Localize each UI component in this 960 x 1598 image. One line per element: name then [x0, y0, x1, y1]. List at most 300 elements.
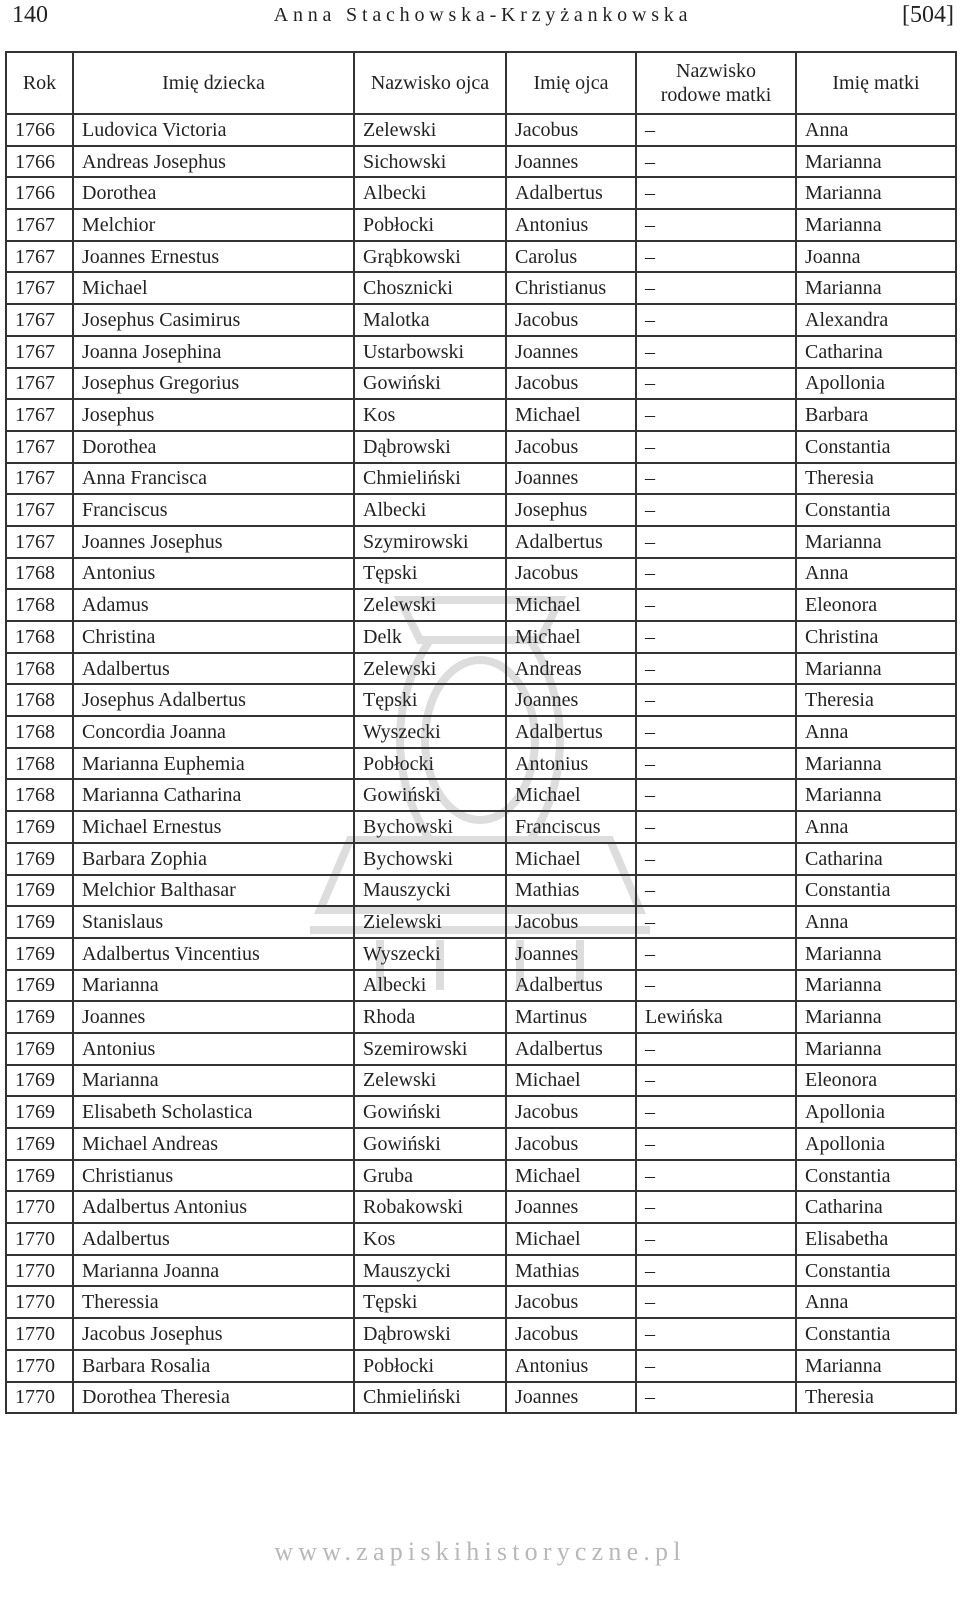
- table-row: [6, 1350, 956, 1382]
- cell-child-name: Dorothea Theresia: [73, 1382, 354, 1414]
- cell-mother-name: Anna: [796, 114, 956, 146]
- cell-father-name: Jacobus: [506, 906, 636, 938]
- cell-child-name: Josephus Casimirus: [73, 304, 354, 336]
- cell-mother-maiden-name: –: [636, 1128, 796, 1160]
- cell-father-name: Michael: [506, 1223, 636, 1255]
- table-row: [6, 621, 956, 653]
- cell-year: 1769: [6, 811, 73, 843]
- cell-child-name: Marianna Catharina: [73, 779, 354, 811]
- cell-father-surname: Mauszycki: [354, 875, 506, 907]
- cell-mother-name: Theresia: [796, 684, 956, 716]
- table-row: [6, 304, 956, 336]
- table-row: [6, 336, 956, 368]
- cell-father-surname: Delk: [354, 621, 506, 653]
- cell-father-surname: Gowiński: [354, 1128, 506, 1160]
- cell-father-name: Jacobus: [506, 1096, 636, 1128]
- cell-year: 1767: [6, 399, 73, 431]
- table-row: [6, 843, 956, 875]
- cell-father-surname: Szymirowski: [354, 526, 506, 558]
- cell-father-surname: Gruba: [354, 1160, 506, 1192]
- cell-father-surname: Szemirowski: [354, 1033, 506, 1065]
- cell-year: 1769: [6, 1128, 73, 1160]
- cell-mother-maiden-name: –: [636, 146, 796, 178]
- table-row: [6, 748, 956, 780]
- cell-mother-name: Marianna: [796, 526, 956, 558]
- cell-child-name: Melchior: [73, 209, 354, 241]
- table-row: [6, 431, 956, 463]
- cell-mother-name: Constantia: [796, 1318, 956, 1350]
- cell-mother-name: Catharina: [796, 843, 956, 875]
- cell-father-surname: Zelewski: [354, 114, 506, 146]
- cell-mother-maiden-name: –: [636, 114, 796, 146]
- cell-mother-name: Marianna: [796, 1033, 956, 1065]
- cell-father-name: Martinus: [506, 1001, 636, 1033]
- table-row: [6, 209, 956, 241]
- cell-mother-maiden-name: –: [636, 1223, 796, 1255]
- cell-year: 1769: [6, 843, 73, 875]
- cell-year: 1770: [6, 1286, 73, 1318]
- column-header-father-name: Imię ojca: [506, 52, 636, 114]
- cell-father-name: Mathias: [506, 1255, 636, 1287]
- cell-father-name: Joannes: [506, 1382, 636, 1414]
- cell-child-name: Josephus Gregorius: [73, 368, 354, 400]
- cell-father-name: Adalbertus: [506, 526, 636, 558]
- table-row: [6, 146, 956, 178]
- cell-father-name: Jacobus: [506, 368, 636, 400]
- cell-father-surname: Gowiński: [354, 779, 506, 811]
- cell-mother-name: Catharina: [796, 1191, 956, 1223]
- cell-mother-maiden-name: –: [636, 1382, 796, 1414]
- cell-mother-name: Anna: [796, 716, 956, 748]
- cell-mother-maiden-name: –: [636, 1318, 796, 1350]
- cell-mother-name: Marianna: [796, 146, 956, 178]
- cell-mother-maiden-name: –: [636, 1033, 796, 1065]
- cell-year: 1769: [6, 1001, 73, 1033]
- cell-father-surname: Malotka: [354, 304, 506, 336]
- cell-mother-name: Marianna: [796, 1350, 956, 1382]
- cell-mother-name: Anna: [796, 1286, 956, 1318]
- table-row: [6, 970, 956, 1002]
- cell-mother-name: Anna: [796, 906, 956, 938]
- cell-year: 1769: [6, 1033, 73, 1065]
- cell-mother-maiden-name: –: [636, 748, 796, 780]
- cell-child-name: Marianna Joanna: [73, 1255, 354, 1287]
- cell-father-name: Adalbertus: [506, 177, 636, 209]
- cell-father-surname: Tępski: [354, 558, 506, 590]
- cell-year: 1768: [6, 779, 73, 811]
- table-row: [6, 1001, 956, 1033]
- table-row: [6, 1382, 956, 1414]
- cell-year: 1767: [6, 241, 73, 273]
- cell-year: 1770: [6, 1191, 73, 1223]
- cell-father-surname: Zelewski: [354, 653, 506, 685]
- cell-mother-name: Theresia: [796, 1382, 956, 1414]
- cell-mother-name: Apollonia: [796, 1128, 956, 1160]
- cell-father-name: Joannes: [506, 684, 636, 716]
- cell-child-name: Michael: [73, 272, 354, 304]
- cell-mother-maiden-name: –: [636, 779, 796, 811]
- table-row: [6, 399, 956, 431]
- table-row: [6, 1255, 956, 1287]
- cell-year: 1768: [6, 748, 73, 780]
- table-row: [6, 1191, 956, 1223]
- cell-father-surname: Grąbkowski: [354, 241, 506, 273]
- cell-mother-name: Marianna: [796, 970, 956, 1002]
- cell-father-surname: Ustarbowski: [354, 336, 506, 368]
- cell-father-name: Jacobus: [506, 304, 636, 336]
- cell-father-name: Antonius: [506, 748, 636, 780]
- cell-year: 1767: [6, 272, 73, 304]
- cell-father-name: Joannes: [506, 336, 636, 368]
- cell-father-surname: Chmieliński: [354, 463, 506, 495]
- cell-year: 1770: [6, 1223, 73, 1255]
- column-header-father-surname: Nazwisko ojca: [354, 52, 506, 114]
- table-row: [6, 526, 956, 558]
- cell-year: 1770: [6, 1382, 73, 1414]
- cell-child-name: Adalbertus Antonius: [73, 1191, 354, 1223]
- cell-father-surname: Tępski: [354, 684, 506, 716]
- section-number: [504]: [902, 2, 954, 28]
- cell-child-name: Christina: [73, 621, 354, 653]
- cell-father-surname: Robakowski: [354, 1191, 506, 1223]
- cell-father-name: Michael: [506, 621, 636, 653]
- cell-father-surname: Kos: [354, 1223, 506, 1255]
- cell-child-name: Adalbertus: [73, 653, 354, 685]
- cell-father-name: Jacobus: [506, 114, 636, 146]
- table-row: [6, 463, 956, 495]
- cell-mother-maiden-name: –: [636, 1350, 796, 1382]
- cell-child-name: Michael Andreas: [73, 1128, 354, 1160]
- cell-year: 1770: [6, 1350, 73, 1382]
- cell-child-name: Adalbertus Vincentius: [73, 938, 354, 970]
- cell-child-name: Marianna Euphemia: [73, 748, 354, 780]
- cell-father-name: Antonius: [506, 209, 636, 241]
- cell-father-surname: Zelewski: [354, 1065, 506, 1097]
- cell-child-name: Adalbertus: [73, 1223, 354, 1255]
- table-row: [6, 241, 956, 273]
- cell-father-surname: Albecki: [354, 177, 506, 209]
- cell-father-name: Jacobus: [506, 558, 636, 590]
- cell-year: 1770: [6, 1255, 73, 1287]
- cell-year: 1767: [6, 494, 73, 526]
- cell-child-name: Joannes Josephus: [73, 526, 354, 558]
- cell-child-name: Josephus Adalbertus: [73, 684, 354, 716]
- cell-mother-name: Marianna: [796, 779, 956, 811]
- cell-father-surname: Kos: [354, 399, 506, 431]
- cell-mother-name: Joanna: [796, 241, 956, 273]
- cell-year: 1768: [6, 558, 73, 590]
- table-row: [6, 177, 956, 209]
- page-number: 140: [12, 2, 48, 28]
- cell-mother-name: Apollonia: [796, 1096, 956, 1128]
- cell-year: 1769: [6, 1065, 73, 1097]
- cell-year: 1769: [6, 970, 73, 1002]
- cell-mother-name: Apollonia: [796, 368, 956, 400]
- cell-child-name: Franciscus: [73, 494, 354, 526]
- cell-mother-maiden-name: –: [636, 336, 796, 368]
- cell-year: 1769: [6, 875, 73, 907]
- table-row: [6, 1128, 956, 1160]
- cell-mother-name: Marianna: [796, 177, 956, 209]
- cell-mother-name: Catharina: [796, 336, 956, 368]
- cell-child-name: Melchior Balthasar: [73, 875, 354, 907]
- cell-mother-maiden-name: –: [636, 399, 796, 431]
- cell-mother-maiden-name: –: [636, 463, 796, 495]
- cell-father-surname: Dąbrowski: [354, 431, 506, 463]
- cell-father-surname: Albecki: [354, 494, 506, 526]
- table-row: [6, 875, 956, 907]
- cell-father-surname: Mauszycki: [354, 1255, 506, 1287]
- cell-father-surname: Gowiński: [354, 368, 506, 400]
- cell-child-name: Theressia: [73, 1286, 354, 1318]
- cell-father-name: Adalbertus: [506, 716, 636, 748]
- cell-father-surname: Pobłocki: [354, 1350, 506, 1382]
- cell-mother-maiden-name: –: [636, 304, 796, 336]
- table-row: [6, 811, 956, 843]
- cell-father-name: Joannes: [506, 146, 636, 178]
- cell-father-name: Jacobus: [506, 1286, 636, 1318]
- cell-child-name: Michael Ernestus: [73, 811, 354, 843]
- cell-child-name: Joanna Josephina: [73, 336, 354, 368]
- column-header-mother-name: Imię matki: [796, 52, 956, 114]
- cell-mother-name: Eleonora: [796, 589, 956, 621]
- cell-mother-maiden-name: –: [636, 970, 796, 1002]
- cell-mother-maiden-name: –: [636, 1065, 796, 1097]
- cell-mother-name: Marianna: [796, 1001, 956, 1033]
- baptism-register-table: [5, 51, 957, 1414]
- cell-mother-maiden-name: –: [636, 589, 796, 621]
- cell-father-name: Josephus: [506, 494, 636, 526]
- table-row: [6, 494, 956, 526]
- cell-father-name: Michael: [506, 843, 636, 875]
- cell-year: 1767: [6, 463, 73, 495]
- cell-year: 1767: [6, 526, 73, 558]
- cell-child-name: Antonius: [73, 1033, 354, 1065]
- cell-father-name: Adalbertus: [506, 970, 636, 1002]
- cell-mother-name: Constantia: [796, 494, 956, 526]
- cell-mother-name: Marianna: [796, 272, 956, 304]
- cell-year: 1768: [6, 716, 73, 748]
- cell-child-name: Joannes: [73, 1001, 354, 1033]
- cell-mother-name: Marianna: [796, 209, 956, 241]
- table-row: [6, 684, 956, 716]
- cell-mother-maiden-name: –: [636, 906, 796, 938]
- cell-mother-maiden-name: –: [636, 272, 796, 304]
- cell-mother-maiden-name: –: [636, 558, 796, 590]
- cell-mother-name: Eleonora: [796, 1065, 956, 1097]
- cell-father-name: Andreas: [506, 653, 636, 685]
- cell-father-name: Carolus: [506, 241, 636, 273]
- cell-father-name: Michael: [506, 399, 636, 431]
- cell-mother-name: Marianna: [796, 938, 956, 970]
- cell-child-name: Dorothea: [73, 177, 354, 209]
- table-row: [6, 1318, 956, 1350]
- cell-child-name: Dorothea: [73, 431, 354, 463]
- table-row: [6, 114, 956, 146]
- cell-father-surname: Chosznicki: [354, 272, 506, 304]
- cell-year: 1767: [6, 209, 73, 241]
- cell-mother-maiden-name: –: [636, 526, 796, 558]
- cell-child-name: Adamus: [73, 589, 354, 621]
- table-row: [6, 1223, 956, 1255]
- cell-child-name: Antonius: [73, 558, 354, 590]
- cell-year: 1767: [6, 431, 73, 463]
- cell-year: 1769: [6, 906, 73, 938]
- table-row: [6, 1033, 956, 1065]
- cell-mother-name: Elisabetha: [796, 1223, 956, 1255]
- table-row: [6, 716, 956, 748]
- cell-father-name: Michael: [506, 589, 636, 621]
- cell-father-surname: Chmieliński: [354, 1382, 506, 1414]
- cell-mother-maiden-name: –: [636, 1255, 796, 1287]
- cell-year: 1768: [6, 684, 73, 716]
- cell-mother-name: Constantia: [796, 1255, 956, 1287]
- running-title: Anna Stachowska-Krzyżankowska: [273, 4, 693, 26]
- table-row: [6, 368, 956, 400]
- cell-mother-name: Marianna: [796, 748, 956, 780]
- cell-father-name: Jacobus: [506, 431, 636, 463]
- cell-father-name: Michael: [506, 779, 636, 811]
- table-row: [6, 938, 956, 970]
- cell-mother-maiden-name: –: [636, 843, 796, 875]
- cell-father-name: Michael: [506, 1065, 636, 1097]
- cell-child-name: Barbara Zophia: [73, 843, 354, 875]
- cell-mother-maiden-name: –: [636, 938, 796, 970]
- table-row: [6, 1065, 956, 1097]
- cell-year: 1768: [6, 653, 73, 685]
- cell-mother-maiden-name: –: [636, 684, 796, 716]
- cell-year: 1767: [6, 368, 73, 400]
- cell-father-surname: Zelewski: [354, 589, 506, 621]
- cell-father-name: Antonius: [506, 1350, 636, 1382]
- cell-mother-maiden-name: –: [636, 368, 796, 400]
- cell-year: 1769: [6, 1096, 73, 1128]
- cell-mother-maiden-name: –: [636, 209, 796, 241]
- cell-father-surname: Dąbrowski: [354, 1318, 506, 1350]
- page-header: [12, 0, 954, 30]
- cell-mother-name: Theresia: [796, 463, 956, 495]
- cell-year: 1766: [6, 146, 73, 178]
- cell-child-name: Stanislaus: [73, 906, 354, 938]
- table-header-row: [6, 52, 956, 114]
- table-row: [6, 779, 956, 811]
- cell-father-surname: Bychowski: [354, 843, 506, 875]
- cell-mother-name: Constantia: [796, 875, 956, 907]
- cell-mother-name: Barbara: [796, 399, 956, 431]
- cell-father-name: Christianus: [506, 272, 636, 304]
- cell-father-surname: Sichowski: [354, 146, 506, 178]
- cell-father-surname: Pobłocki: [354, 748, 506, 780]
- cell-mother-maiden-name: –: [636, 177, 796, 209]
- cell-mother-name: Alexandra: [796, 304, 956, 336]
- table-row: [6, 1286, 956, 1318]
- cell-child-name: Ludovica Victoria: [73, 114, 354, 146]
- cell-year: 1768: [6, 621, 73, 653]
- cell-father-name: Joannes: [506, 1191, 636, 1223]
- cell-father-surname: Zielewski: [354, 906, 506, 938]
- cell-child-name: Jacobus Josephus: [73, 1318, 354, 1350]
- cell-father-surname: Bychowski: [354, 811, 506, 843]
- cell-year: 1766: [6, 114, 73, 146]
- cell-father-name: Jacobus: [506, 1128, 636, 1160]
- cell-year: 1768: [6, 589, 73, 621]
- cell-child-name: Marianna: [73, 1065, 354, 1097]
- cell-mother-maiden-name: –: [636, 1160, 796, 1192]
- cell-father-name: Joannes: [506, 463, 636, 495]
- column-header-mother-maiden-name: Nazwisko rodowe matki: [636, 52, 796, 114]
- table-row: [6, 272, 956, 304]
- cell-mother-maiden-name: –: [636, 875, 796, 907]
- cell-father-name: Franciscus: [506, 811, 636, 843]
- cell-mother-name: Anna: [796, 811, 956, 843]
- cell-child-name: Elisabeth Scholastica: [73, 1096, 354, 1128]
- cell-father-surname: Wyszecki: [354, 938, 506, 970]
- cell-father-name: Michael: [506, 1160, 636, 1192]
- cell-child-name: Josephus: [73, 399, 354, 431]
- cell-year: 1767: [6, 304, 73, 336]
- cell-child-name: Barbara Rosalia: [73, 1350, 354, 1382]
- cell-father-surname: Rhoda: [354, 1001, 506, 1033]
- cell-father-name: Mathias: [506, 875, 636, 907]
- cell-father-surname: Wyszecki: [354, 716, 506, 748]
- cell-mother-maiden-name: –: [636, 1096, 796, 1128]
- cell-father-name: Adalbertus: [506, 1033, 636, 1065]
- cell-year: 1766: [6, 177, 73, 209]
- cell-father-name: Joannes: [506, 938, 636, 970]
- table-row: [6, 558, 956, 590]
- cell-mother-name: Constantia: [796, 431, 956, 463]
- cell-father-surname: Gowiński: [354, 1096, 506, 1128]
- cell-mother-maiden-name: –: [636, 811, 796, 843]
- cell-child-name: Andreas Josephus: [73, 146, 354, 178]
- cell-child-name: Christianus: [73, 1160, 354, 1192]
- cell-mother-maiden-name: –: [636, 621, 796, 653]
- cell-child-name: Concordia Joanna: [73, 716, 354, 748]
- table-row: [6, 653, 956, 685]
- cell-child-name: Anna Francisca: [73, 463, 354, 495]
- cell-child-name: Marianna: [73, 970, 354, 1002]
- cell-year: 1769: [6, 1160, 73, 1192]
- footer-website: www.zapiskihistoryczne.pl: [274, 1537, 686, 1566]
- cell-father-surname: Albecki: [354, 970, 506, 1002]
- cell-year: 1769: [6, 938, 73, 970]
- cell-year: 1770: [6, 1318, 73, 1350]
- cell-year: 1767: [6, 336, 73, 368]
- cell-mother-maiden-name: –: [636, 653, 796, 685]
- table-row: [6, 906, 956, 938]
- cell-mother-maiden-name: –: [636, 1191, 796, 1223]
- cell-mother-name: Anna: [796, 558, 956, 590]
- column-header-year: Rok: [6, 52, 73, 114]
- cell-father-name: Jacobus: [506, 1318, 636, 1350]
- cell-mother-name: Marianna: [796, 653, 956, 685]
- cell-mother-maiden-name: –: [636, 494, 796, 526]
- cell-child-name: Joannes Ernestus: [73, 241, 354, 273]
- cell-father-surname: Tępski: [354, 1286, 506, 1318]
- cell-mother-maiden-name: Lewińska: [636, 1001, 796, 1033]
- cell-mother-maiden-name: –: [636, 716, 796, 748]
- cell-mother-name: Constantia: [796, 1160, 956, 1192]
- cell-mother-maiden-name: –: [636, 431, 796, 463]
- table-row: [6, 1096, 956, 1128]
- table-row: [6, 589, 956, 621]
- cell-mother-maiden-name: –: [636, 241, 796, 273]
- column-header-child-name: Imię dziecka: [73, 52, 354, 114]
- table-row: [6, 1160, 956, 1192]
- cell-mother-name: Christina: [796, 621, 956, 653]
- cell-mother-maiden-name: –: [636, 1286, 796, 1318]
- cell-father-surname: Pobłocki: [354, 209, 506, 241]
